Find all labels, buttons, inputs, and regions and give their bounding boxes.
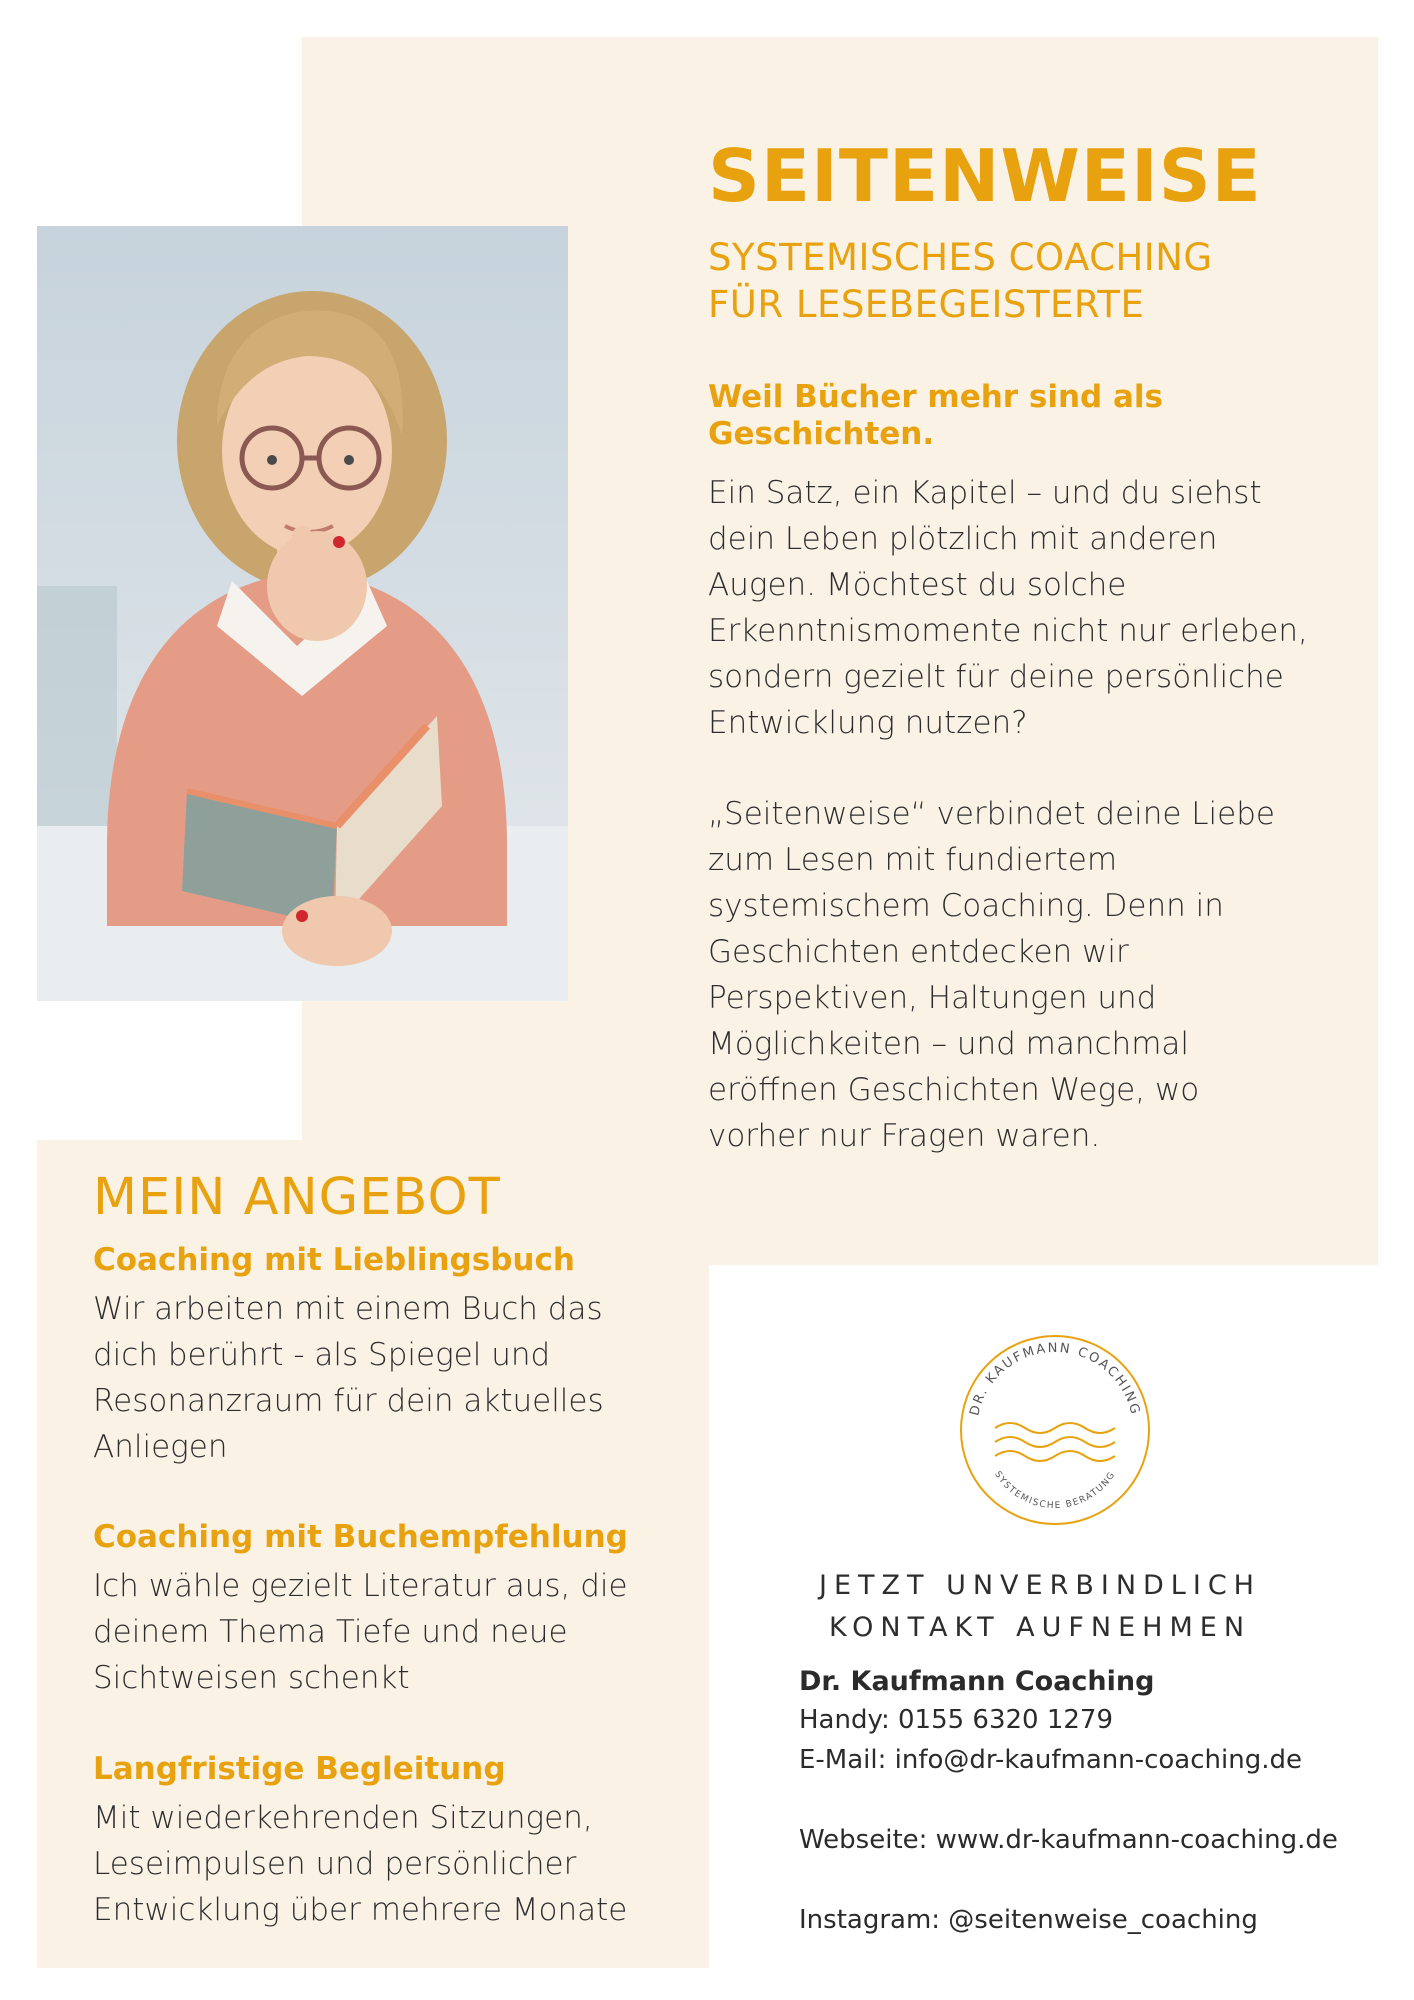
brand-logo [955,1330,1155,1530]
offer-item-description: Wir arbeiten mit einem Buch das dich berührt - als Spiegel und Resonanzraum für dein aktuelles Anliegen [93,1291,604,1465]
contact-email[interactable] [799,1740,1359,1780]
portrait-photo [37,226,568,1001]
offer-item-description: Mit wiederkehrenden Sitzungen, Leseimpulsen und persönlicher Entwicklung über mehrere Monate [93,1800,628,1928]
contact-name: Dr. Kaufmann Coaching [799,1666,1155,1697]
page-title: SEITENWEISE [708,134,1262,218]
offer-item-description: Ich wähle gezielt Literatur aus, die deinem Thema Tiefe und neue Sichtweisen schenkt [93,1568,628,1696]
contact-website[interactable] [799,1820,1359,1860]
contact-phone[interactable]: Handy: 0155 6320 1279 [799,1705,1114,1735]
subtitle-line-1: SYSTEMISCHES COACHING [708,236,1213,279]
offer-item-title: Coaching mit Buchempfehlung [93,1519,628,1555]
waves-icon [995,1423,1115,1461]
logo-ring [961,1336,1149,1524]
offer-heading: MEIN ANGEBOT [93,1168,501,1227]
contact-website-text[interactable]: Webseite: www.dr-kaufmann-coaching.de [799,1825,1338,1855]
offer-item-title: Coaching mit Lieblingsbuch [93,1242,575,1278]
logo-ring-text-top: DR. KAUFMANN COACHING [967,1340,1143,1418]
contact-email-text[interactable]: E-Mail: info@dr-kaufmann-coaching.de [799,1745,1302,1775]
intro-paragraph-2: „Seitenweise“ verbindet deine Liebe zum Lesen mit fundiertem systemischem Coaching. Denn in Geschichten entdecken wir Perspektiven, Haltungen und Möglichkeiten – und manchmal eröffnen Geschichten Wege, wo vorher nur Fragen waren. [708,796,1275,1154]
intro-paragraph-1: Ein Satz, ein Kapitel – und du siehst dein Leben plötzlich mit anderen Augen. Möchtest du solche Erkenntnismomente nicht nur erleben, sondern gezielt für deine persönliche Entwicklung nutzen? [708,475,1308,741]
contact-call-to-action [740,1565,1340,1649]
subtitle-line-2: FÜR LESEBEGEISTERTE [708,283,1145,326]
logo-ring-text-bottom: SYSTEMISCHE BERATUNG [992,1469,1118,1512]
offer-item-title: Langfristige Begleitung [93,1751,506,1787]
cta-line-2: KONTAKT AUFNEHMEN [828,1612,1252,1643]
intro-lead: Weil Bücher mehr sind als Geschichten. [708,379,1164,452]
portrait-illustration [37,226,568,1001]
contact-instagram[interactable]: Instagram: @seitenweise_coaching [799,1905,1258,1935]
cta-line-1: JETZT UNVERBINDLICH [819,1570,1261,1601]
